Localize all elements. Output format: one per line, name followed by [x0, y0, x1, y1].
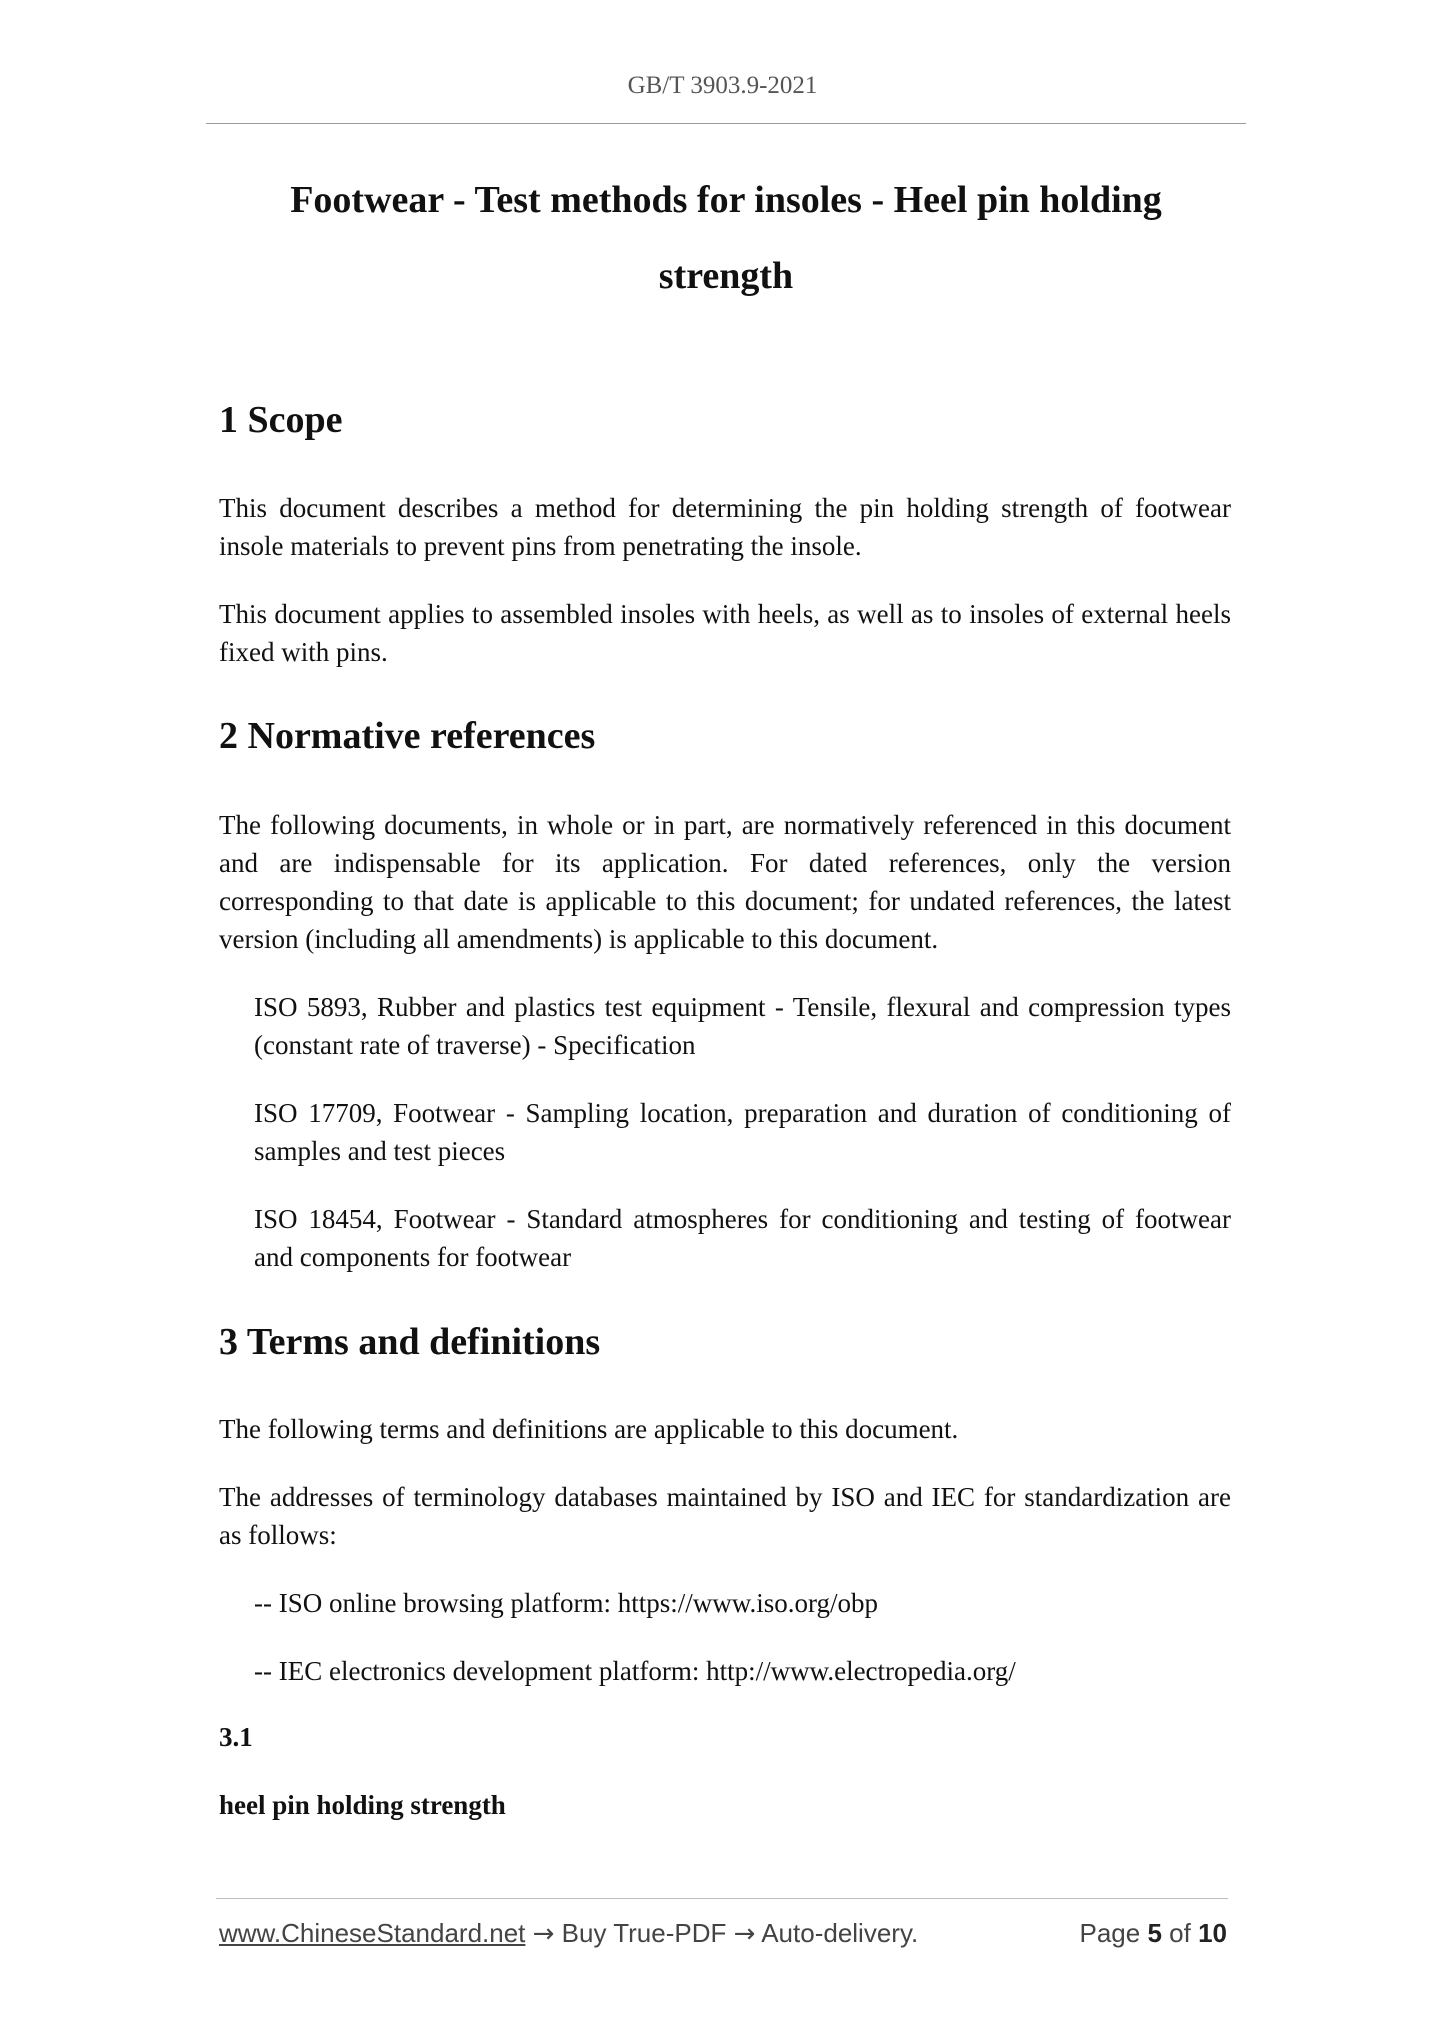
database-list-item: -- IEC electronics development platform: http://www.electropedia.org/ — [254, 1656, 1016, 1686]
website-link[interactable]: www.ChineseStandard.net — [219, 1918, 526, 1948]
section-1-heading: 1 Scope — [219, 399, 343, 441]
page-indicator — [1079, 1918, 1227, 1949]
page-footer — [219, 1918, 1227, 1958]
document-code-header: GB/T 3903.9-2021 — [627, 72, 818, 99]
term-number: 3.1 — [219, 1722, 253, 1752]
document-title-line-1: Footwear - Test methods for insoles - Heel pin holding — [290, 179, 1162, 221]
normative-references-intro: The following documents, in whole or in part, are normatively referenced in this document and are indispensable for its application. For dated references, only the version corresponding to that date is applicable to this document; for undated references, the latest version (including all amendments) is applicable to this document. — [219, 810, 1231, 954]
reference-item: ISO 18454, Footwear - Standard atmospheres for conditioning and testing of footwear and components for footwear — [254, 1204, 1231, 1272]
header-divider — [206, 123, 1246, 124]
page-label: Page — [1079, 1918, 1141, 1948]
section-2-heading: 2 Normative references — [219, 715, 596, 757]
term-name: heel pin holding strength — [219, 1790, 506, 1820]
arrow-right-icon: → — [532, 1919, 555, 1949]
database-list-item: -- ISO online browsing platform: https://www.iso.org/obp — [254, 1588, 878, 1618]
footer-divider — [216, 1898, 1228, 1899]
document-title — [206, 162, 1246, 314]
document-title-line-2: strength — [658, 255, 794, 297]
scope-paragraph-1: This document describes a method for determining the pin holding strength of footwear insole materials to prevent pins from penetrating the insole. — [219, 493, 1231, 561]
total-page-number: 10 — [1198, 1918, 1227, 1948]
auto-delivery-text: Auto-delivery. — [761, 1918, 919, 1948]
arrow-right-icon: → — [733, 1919, 756, 1949]
reference-item: ISO 17709, Footwear - Sampling location, preparation and duration of conditioning of samples and test pieces — [254, 1098, 1231, 1166]
of-label: of — [1169, 1918, 1191, 1948]
reference-item: ISO 5893, Rubber and plastics test equipment - Tensile, flexural and compression types (constant rate of traverse) - Specification — [254, 992, 1231, 1060]
buy-true-pdf-text: Buy True-PDF — [561, 1918, 727, 1948]
terms-intro-paragraph: The following terms and definitions are applicable to this document. — [219, 1414, 959, 1444]
current-page-number: 5 — [1147, 1918, 1162, 1948]
scope-paragraph-2: This document applies to assembled insoles with heels, as well as to insoles of external heels fixed with pins. — [219, 599, 1231, 667]
section-3-heading: 3 Terms and definitions — [219, 1321, 601, 1363]
terminology-databases-paragraph: The addresses of terminology databases maintained by ISO and IEC for standardization are as follows: — [219, 1482, 1231, 1550]
